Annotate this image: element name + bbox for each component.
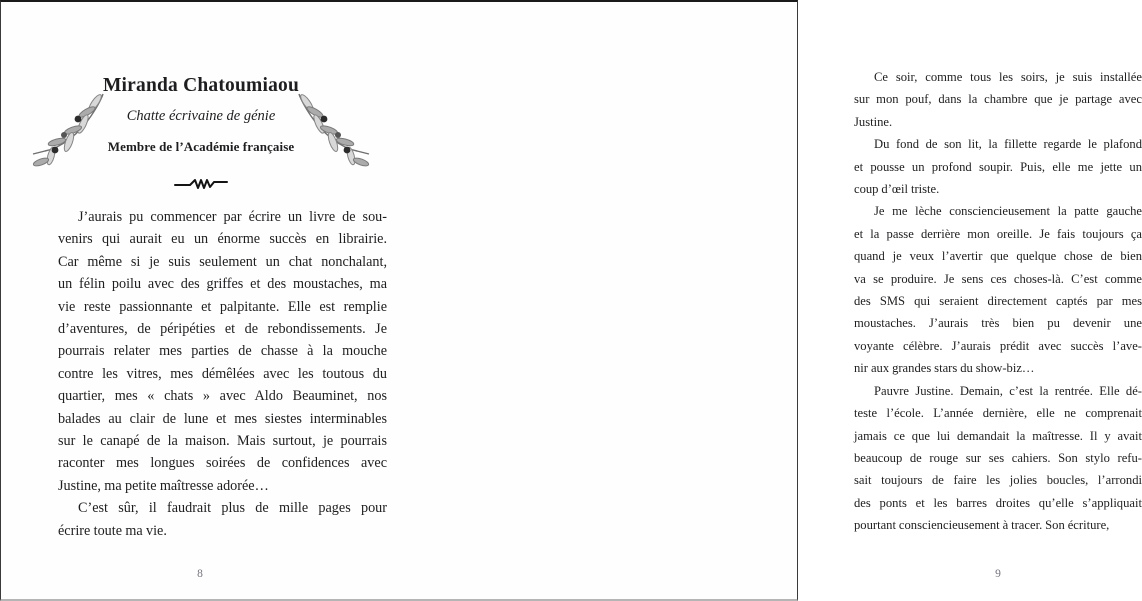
text-line: pourtant consciencieusement à tracer. Son écriture,: [854, 518, 1110, 533]
text-line: nir aux grandes stars du show-biz…: [854, 361, 1035, 376]
text-line: sait toujours de faire les jolies boucles, l’arrondi: [854, 473, 1142, 488]
text-line: quartier, mes « chats » avec Aldo Beauminet, nos: [58, 388, 387, 405]
text-line: sur le canapé de la maison. Mais surtout, je pourrais: [58, 433, 387, 450]
text-line: beaucoup de rouge sur ses cahiers. Son stylo refu-: [854, 450, 1142, 465]
text-line: balades au clair de lune et mes siestes interminables: [58, 410, 387, 427]
text-line: Du fond de son lit, la fillette regarde le plafond: [874, 137, 1142, 152]
text-line: coup d’œil triste.: [854, 182, 940, 197]
text-line: quand je veux l’avertir que quelque chose de bien: [854, 249, 1142, 264]
text-line: et la passe derrière mon oreille. Je fais toujours ça: [854, 226, 1142, 241]
left-page-body-text: [58, 206, 387, 542]
text-line: Je me lèche consciencieusement la patte gauche: [874, 204, 1142, 219]
text-line: Justine.: [854, 114, 893, 129]
text-line: raconter mes longues soirées de confidences avec: [58, 455, 387, 472]
squiggle-divider-icon: [173, 176, 229, 192]
text-line: va se produire. Je sens ces choses-là. C’est comme: [854, 271, 1142, 286]
author-role: Chatte écrivaine de génie: [126, 108, 276, 124]
text-line: J’aurais pu commencer par écrire un livre de sou-: [78, 209, 387, 225]
text-line: Car même si je suis seulement un chat nonchalant,: [58, 253, 387, 270]
author-name: Miranda Chatoumiaou: [102, 75, 300, 96]
author-membership: Membre de l’Académie française: [107, 139, 295, 154]
right-page-body-text: [854, 66, 1142, 537]
page-number-left: 8: [197, 568, 203, 580]
text-line: contre les vitres, mes démêlées avec les toutous du: [58, 365, 387, 382]
page-number-right: 9: [995, 568, 1001, 580]
text-line: Justine, ma petite maîtresse adorée…: [58, 477, 269, 494]
text-line: jamais ce que lui demandait la maîtresse. Il y avait: [854, 428, 1142, 443]
text-line: moustaches. J’aurais très bien pu devenir une: [854, 316, 1142, 331]
text-line: des SMS qui seraient directement captés par mes: [854, 294, 1142, 309]
left-page[interactable]: [1, 2, 400, 599]
text-line: un félin poilu avec des griffes et des moustaches, ma: [58, 276, 387, 293]
text-line: C’est sûr, il faudrait plus de mille pages pour: [78, 500, 387, 517]
text-line: des ponts et les barres droites qu’elle s’appliquait: [854, 495, 1142, 510]
text-line: écrire toute ma vie.: [58, 522, 167, 539]
text-line: d’aventures, de péripéties et de rebondissements. Je: [58, 321, 387, 338]
right-page[interactable]: [400, 2, 1142, 599]
text-line: venirs qui aurait eu un énorme succès en librairie.: [58, 231, 387, 248]
text-line: pourrais relater mes parties de chasse à la mouche: [58, 343, 387, 360]
text-line: et pousse un profond soupir. Puis, elle me jette un: [854, 159, 1142, 174]
text-line: Pauvre Justine. Demain, c’est la rentrée. Elle dé-: [874, 383, 1142, 398]
text-line: teste l’école. L’année dernière, elle ne comprenait: [854, 406, 1142, 421]
chapter-header: [41, 74, 361, 155]
text-line: voyante célèbre. J’aurais prédit avec succès l’ave-: [854, 338, 1142, 353]
text-line: vie reste passionnante et palpitante. Elle est remplie: [58, 298, 387, 315]
text-line: Ce soir, comme tous les soirs, je suis installée: [874, 70, 1142, 84]
text-line: sur mon pouf, dans la chambre que je partage avec: [854, 92, 1142, 107]
